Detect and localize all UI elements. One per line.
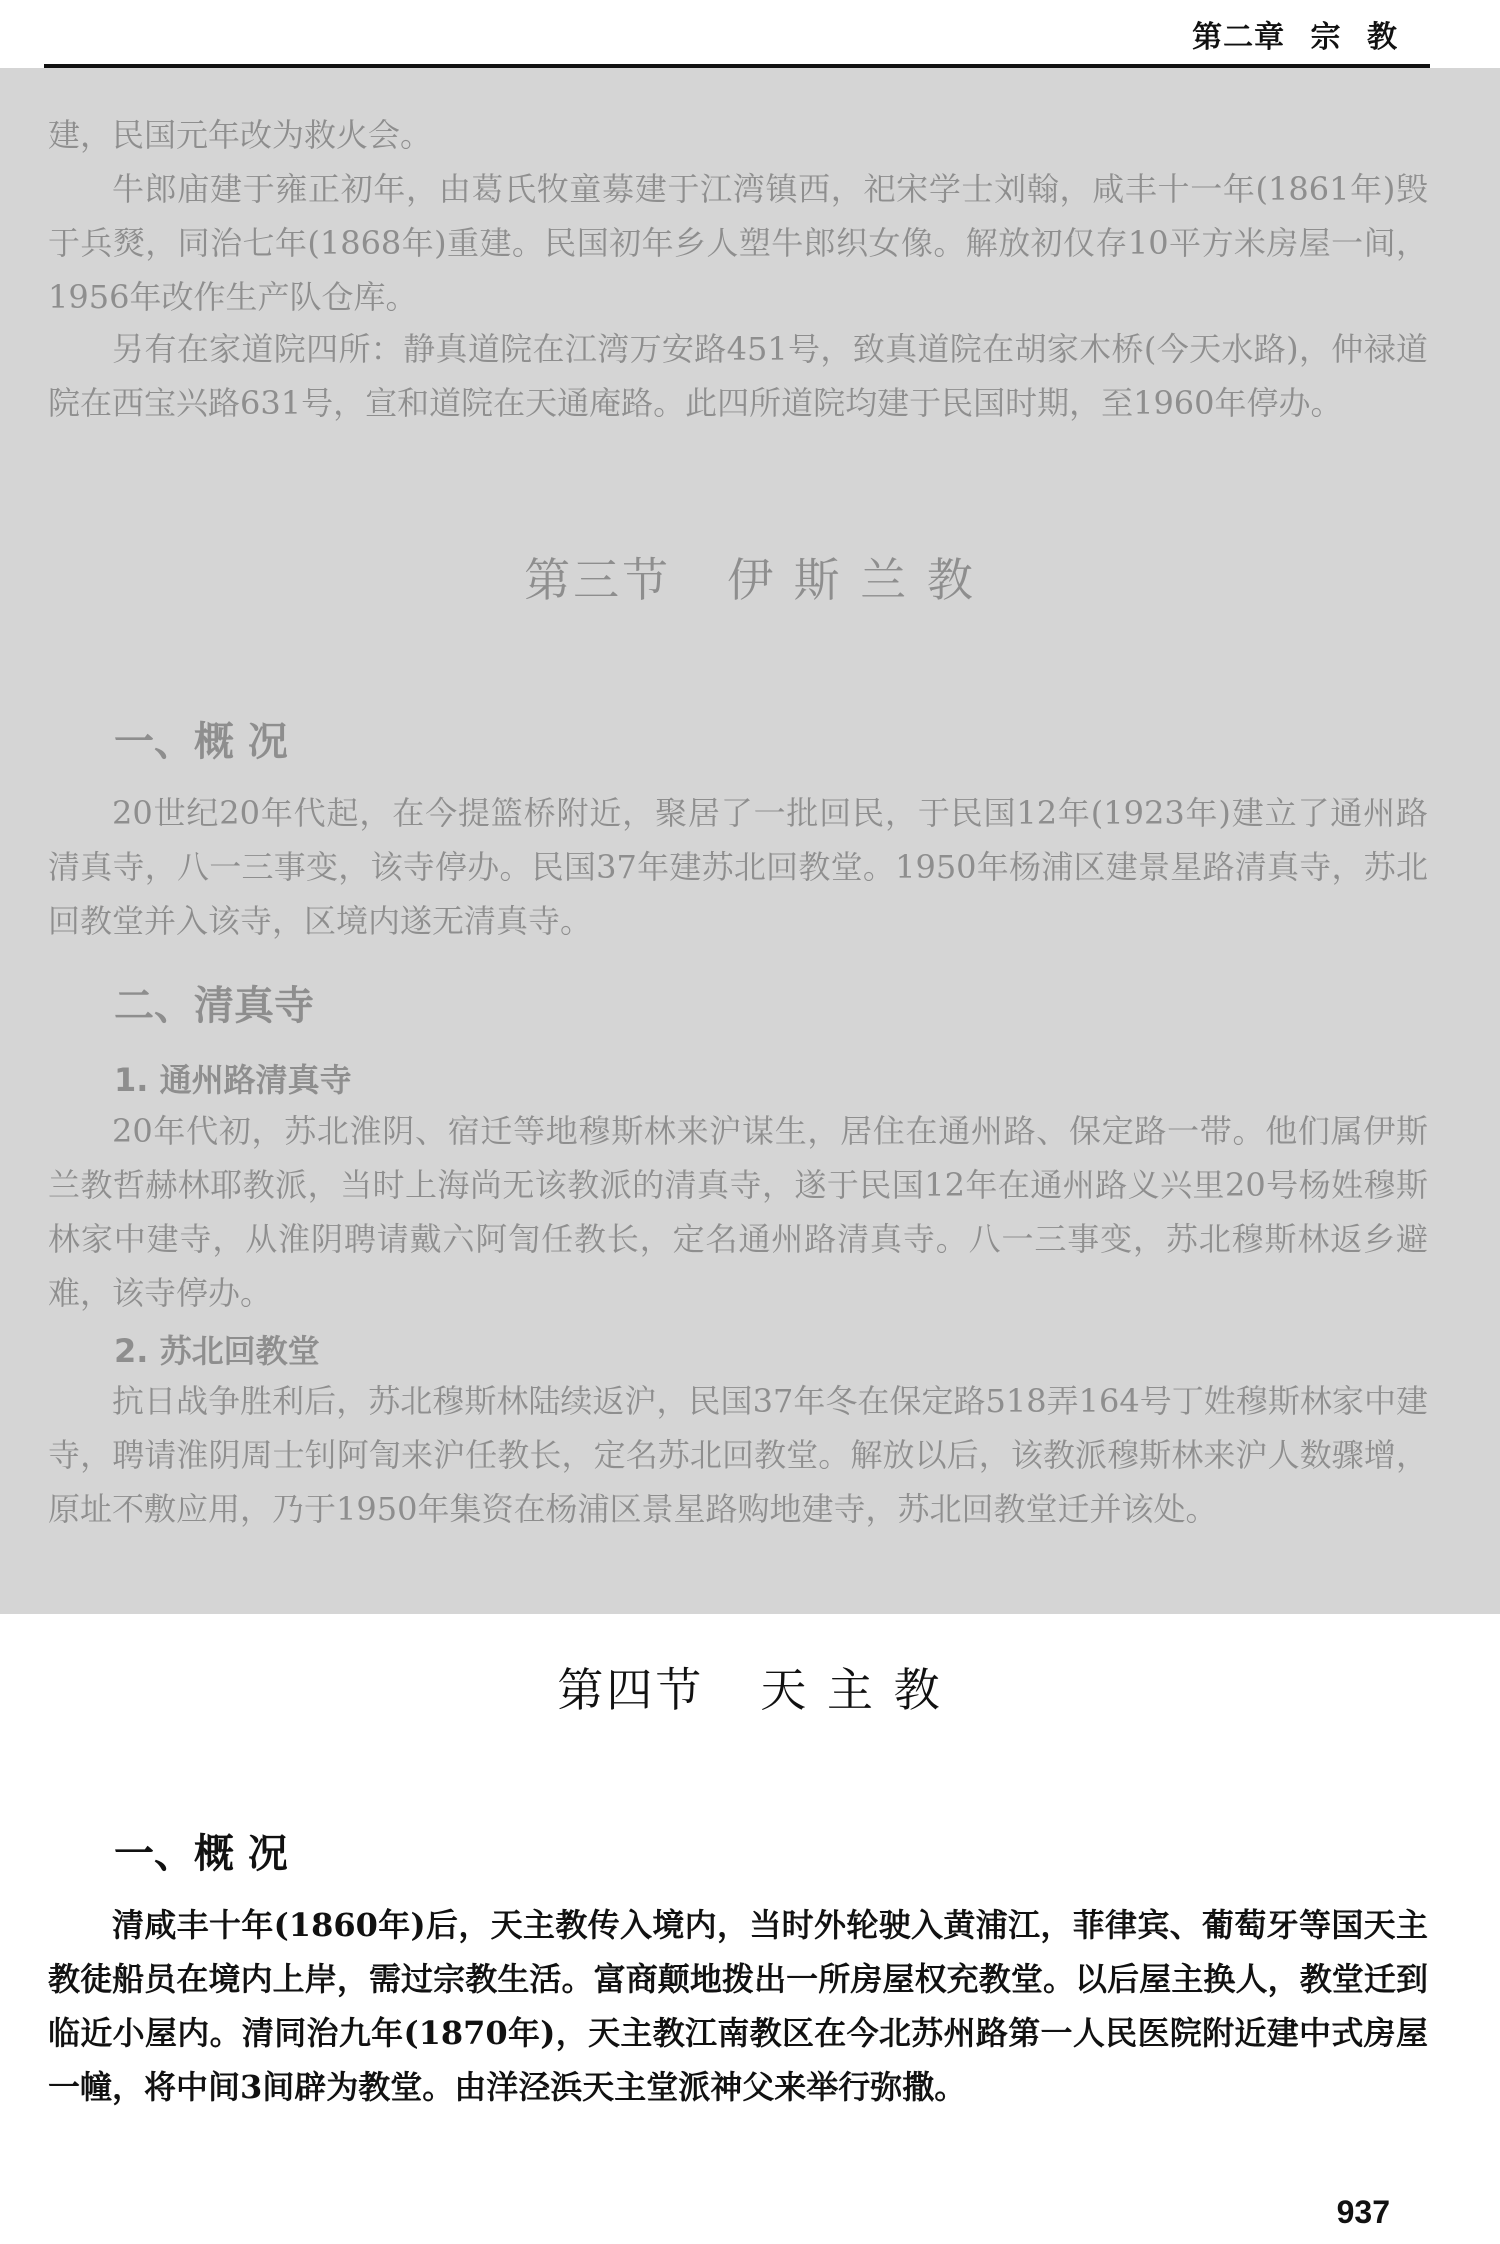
heading-mosques: 二、清真寺 — [114, 983, 314, 1029]
section-title-islam — [0, 544, 1500, 610]
paragraph-tongzhou-road-mosque: 20年代初，苏北淮阴、宿迁等地穆斯林来沪谋生，居住在通州路、保定路一带。他们属伊斯兰教哲赫林耶教派，当时上海尚无该教派的清真寺，遂于民国12年在通州路义兴里20号杨姓穆斯林家中建寺，从淮阴聘请戴六阿訇任教长，定名通州路清真寺。八一三事变，苏北穆斯林返乡避难，该寺停办。 — [48, 1112, 1428, 1312]
heading-tongzhou-road-mosque: 1. 通州路清真寺 — [114, 1061, 352, 1099]
chapter-header: 第二章 宗 教 — [1192, 20, 1398, 55]
heading-subei-mosque: 2. 苏北回教堂 — [114, 1332, 320, 1370]
paragraph-daoism-tail: 建，民国元年改为救火会。 — [48, 116, 433, 154]
heading-catholic-overview: 一、概 况 — [114, 1831, 288, 1877]
paragraph-catholic-overview: 清咸丰十年(1860年)后，天主教传入境内，当时外轮驶入黄浦江，菲律宾、葡萄牙等国天主教徒船员在境内上岸，需过宗教生活。富商颠地拨出一所房屋权充教堂。以后屋主换人，教堂迁到临近小屋内。清同治九年(1870年)，天主教江南教区在今北苏州路第一人民医院附近建中式房屋一幢，将中间3间辟为教堂。由洋泾浜天主堂派神父来举行弥撒。 — [48, 1906, 1428, 2106]
paragraph-home-daoist-halls: 另有在家道院四所：静真道院在江湾万安路451号，致真道院在胡家木桥(今天水路)，仲禄道院在西宝兴路631号，宣和道院在天通庵路。此四所道院均建于民国时期，至1960年停办。 — [48, 330, 1428, 422]
section-name: 天 主 教 — [760, 1663, 943, 1717]
paragraph-subei-mosque: 抗日战争胜利后，苏北穆斯林陆续返沪，民国37年冬在保定路518弄164号丁姓穆斯林家中建寺，聘请淮阴周士钊阿訇来沪任教长，定名苏北回教堂。解放以后，该教派穆斯林来沪人数骤增，原址不敷应用，乃于1950年集资在杨浦区景星路购地建寺，苏北回教堂迁并该处。 — [48, 1382, 1428, 1528]
page-number: 937 — [1336, 2194, 1390, 2230]
section-name: 伊 斯 兰 教 — [727, 553, 976, 607]
section-title-catholicism — [0, 1654, 1500, 1720]
paragraph-niulang-temple: 牛郎庙建于雍正初年，由葛氏牧童募建于江湾镇西，祀宋学士刘翰，咸丰十一年(1861年)毁于兵燹，同治七年(1868年)重建。民国初年乡人塑牛郎织女像。解放初仅存10平方米房屋一间，1956年改作生产队仓库。 — [48, 170, 1428, 316]
paragraph-islam-overview: 20世纪20年代起，在今提篮桥附近，聚居了一批回民，于民国12年(1923年)建立了通州路清真寺，八一三事变，该寺停办。民国37年建苏北回教堂。1950年杨浦区建景星路清真寺，苏北回教堂并入该寺，区境内遂无清真寺。 — [48, 794, 1428, 940]
section-number: 第三节 — [524, 553, 672, 607]
section-number: 第四节 — [557, 1663, 705, 1717]
highlighted-region — [0, 68, 1500, 1614]
running-header — [44, 0, 1430, 68]
heading-overview: 一、概 况 — [114, 719, 288, 765]
